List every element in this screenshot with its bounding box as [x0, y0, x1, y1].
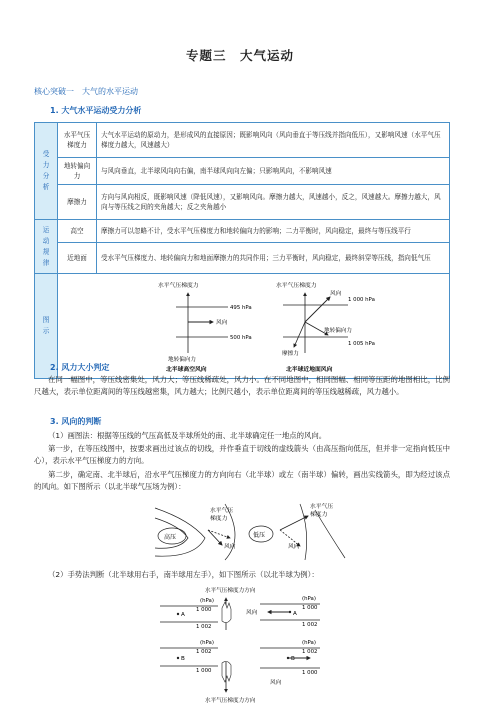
point-b — [177, 657, 179, 659]
isobar-curve — [155, 508, 205, 556]
high-label: 高压 — [164, 534, 177, 541]
table-row — [35, 185, 450, 220]
isobar-value: 1 002 — [196, 624, 212, 630]
category-motion — [35, 220, 58, 274]
row-text: 摩擦力可以忽略不计，受水平气压梯度力和地转偏向力的影响；二力平衡时，风向稳定，最终与等压线平行 — [97, 220, 450, 243]
wind-label: 风向 — [330, 290, 342, 297]
table-row — [35, 123, 450, 158]
point-label: A — [293, 611, 297, 617]
row-label: 近地面 — [58, 243, 97, 274]
isobar-value: 1 002 — [302, 622, 318, 628]
heading-force-analysis: 1. 大气水平运动受力分析 — [50, 106, 142, 115]
diagram-cell — [58, 274, 450, 379]
point-label: B — [291, 656, 295, 662]
isobar-figure — [150, 500, 350, 562]
wind-label: 风向 — [246, 610, 258, 616]
pgf-label: 水平气压 — [210, 508, 234, 514]
friction-arrow — [294, 322, 305, 347]
diagram-caption: 北半球近地面风向 — [286, 366, 333, 373]
coriolis-label: 地转偏向力 — [324, 327, 352, 334]
row-label: 水平气压梯度力 — [58, 123, 97, 158]
paragraph-method1: （1）画图法：根据等压线的气压高低及半球所处的南、北半球确定任一地点的风向。 — [48, 431, 327, 440]
point-label: B — [181, 656, 185, 662]
heading-wind-direction: 3. 风向的判断 — [50, 417, 102, 426]
table-row — [35, 243, 450, 274]
wind-label: 风向 — [288, 544, 300, 550]
wind-label: 风向 — [270, 680, 282, 686]
page-title: 专题三 大气运动 — [185, 48, 294, 63]
pgf-label: 梯度力 — [310, 512, 328, 518]
row-text: 方向与风向相反，既影响风速（降低风速），又影响风向。摩擦力越大，风速越小，反之，风速越大。摩擦力越大，风向与等压线之间的夹角越大；反之夹角越小 — [97, 185, 450, 220]
pgf-direction-label: 水平气压梯度力方向 — [205, 698, 256, 704]
hpa-label: (hPa) — [200, 640, 214, 646]
row-label: 地转偏向力 — [58, 158, 97, 185]
table-row — [35, 220, 450, 243]
wind-diagrams — [58, 275, 442, 375]
category-label: 受力分析 — [42, 150, 50, 191]
heading-wind-force: 2. 风力大小判定 — [50, 363, 110, 372]
diagram-caption: 北半球高空风向 — [166, 366, 207, 373]
row-text: 大气水平运动的原动力，是形成风的直接原因；既影响风向（风向垂直于等压线并指向低压），又影响风速（水平气压梯度力越大，风速越大） — [97, 123, 450, 158]
isobar-label: 1 000 hPa — [348, 296, 375, 303]
row-label: 高空 — [58, 220, 97, 243]
friction-label: 摩擦力 — [282, 350, 299, 357]
section-heading: 核心突破一 大气的水平运动 — [34, 87, 138, 96]
isobar-label: 495 hPa — [230, 304, 252, 311]
isobar-value: 1 000 — [302, 670, 318, 676]
hpa-label: (hPa) — [200, 598, 214, 604]
pgf-direction-label: 水平气压梯度力方向 — [205, 588, 256, 594]
low-label: 低压 — [253, 532, 266, 539]
wind-arrow — [280, 516, 308, 530]
hpa-label: (hPa) — [302, 640, 316, 646]
coriolis-label: 地转偏向力 — [168, 356, 196, 363]
point-a — [177, 613, 179, 615]
category-label: 图示 — [42, 316, 50, 335]
wind-arrow — [305, 297, 330, 322]
category-label: 运动规律 — [42, 225, 50, 267]
pgf-label: 梯度力 — [210, 516, 228, 522]
right-hand-icon — [222, 661, 231, 682]
wind-label: 风向 — [216, 319, 228, 326]
row-text: 受水平气压梯度力、地转偏向力和地面摩擦力的共同作用；三力平衡时，风向稳定，最终斜穿等压线，指向低气压 — [97, 243, 450, 274]
isobar-value: 1 002 — [302, 649, 318, 655]
isobar-value: 1 000 — [302, 605, 318, 611]
isobar-curve — [300, 504, 307, 560]
pgf-label: 水平气压梯度力 — [276, 282, 317, 289]
pgf-label: 水平气压梯度力 — [158, 282, 199, 289]
point-label: A — [181, 612, 185, 618]
row-label: 摩擦力 — [58, 185, 97, 220]
paragraph-wind-force: 在同一幅图中，等压线密集处，风力大；等压线稀疏处，风力小。在不同地图中，相同图幅、相同等压距的地图相比，比例尺越大，表示单位距离间的等压线越密集，风力越大；比例尺越小，表示单位距离间的等压线越稀疏，风力越小。 — [34, 375, 450, 396]
isobar-value: 1 000 — [196, 668, 212, 674]
paragraph-step1: 第一步，在等压线图中，按要求画出过该点的切线，并作垂直于切线的虚线箭头（由高压指向低压，但并非一定指向低压中心），表示水平气压梯度力的方向。 — [34, 444, 450, 465]
isobar-label: 500 hPa — [230, 334, 252, 341]
wind-label: 风向 — [224, 544, 236, 550]
right-hand-icon — [222, 602, 231, 623]
paragraph-step2: 第二步，确定南、北半球后，沿水平气压梯度力的方向向右（北半球）或左（南半球）偏转，画出实线箭头，即为经过该点的风向。如下图所示（以北半球气压场为例）： — [34, 470, 450, 491]
category-force — [35, 123, 58, 220]
paragraph-method2: （2）手势法判断（北半球用右手，南半球用左手），如下图所示（以北半球为例）： — [48, 570, 319, 579]
isobar-value: 1 000 — [196, 607, 212, 613]
isobar-value: 1 002 — [196, 649, 212, 655]
force-table — [34, 122, 450, 379]
table-row — [35, 158, 450, 185]
row-text: 与风向垂直，北半球风向向右偏，南半球风向向左偏；只影响风向，不影响风速 — [97, 158, 450, 185]
hpa-label: (hPa) — [302, 596, 316, 602]
hand-rule-figure — [160, 584, 335, 706]
isobar-label: 1 005 hPa — [348, 340, 375, 347]
pgf-label: 水平气压 — [310, 504, 334, 510]
